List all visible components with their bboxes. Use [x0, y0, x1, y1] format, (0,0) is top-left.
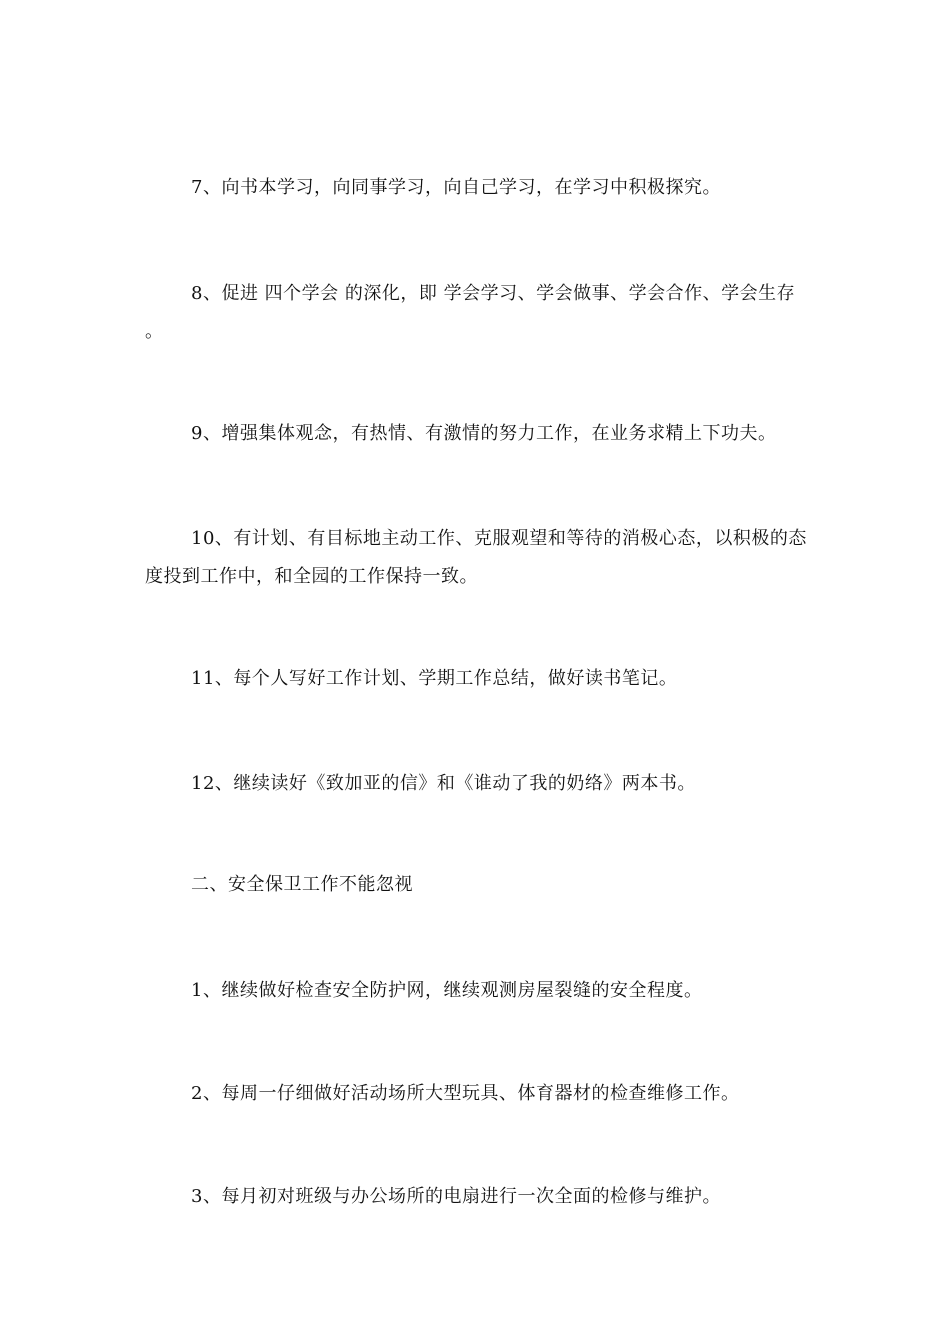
- paragraph-item-8: 8、促进 四个学会 的深化，即 学会学习、学会做事、学会合作、学会生存 。: [145, 283, 796, 342]
- safety-item-3: 3、每月初对班级与办公场所的电扇进行一次全面的检修与维护。: [191, 1186, 721, 1207]
- paragraph-item-11: 11、每个人写好工作计划、学期工作总结，做好读书笔记。: [191, 668, 678, 689]
- paragraph-item-10: 10、有计划、有目标地主动工作、克服观望和等待的消极心态，以积极的态度投到工作中，和全园的工作保持一致。: [145, 528, 807, 587]
- paragraph-item-9: 9、增强集体观念，有热情、有激情的努力工作，在业务求精上下功夫。: [191, 423, 777, 444]
- safety-item-1: 1、继续做好检查安全防护网，继续观测房屋裂缝的安全程度。: [191, 980, 703, 1001]
- paragraph-item-12: 12、继续读好《致加亚的信》和《谁动了我的奶络》两本书。: [191, 773, 696, 794]
- safety-item-2: 2、每周一仔细做好活动场所大型玩具、体育器材的检查维修工作。: [191, 1083, 740, 1104]
- paragraph-item-7: 7、向书本学习，向同事学习，向自己学习，在学习中积极探究。: [191, 177, 721, 198]
- section-heading-safety: 二、安全保卫工作不能忽视: [191, 874, 413, 895]
